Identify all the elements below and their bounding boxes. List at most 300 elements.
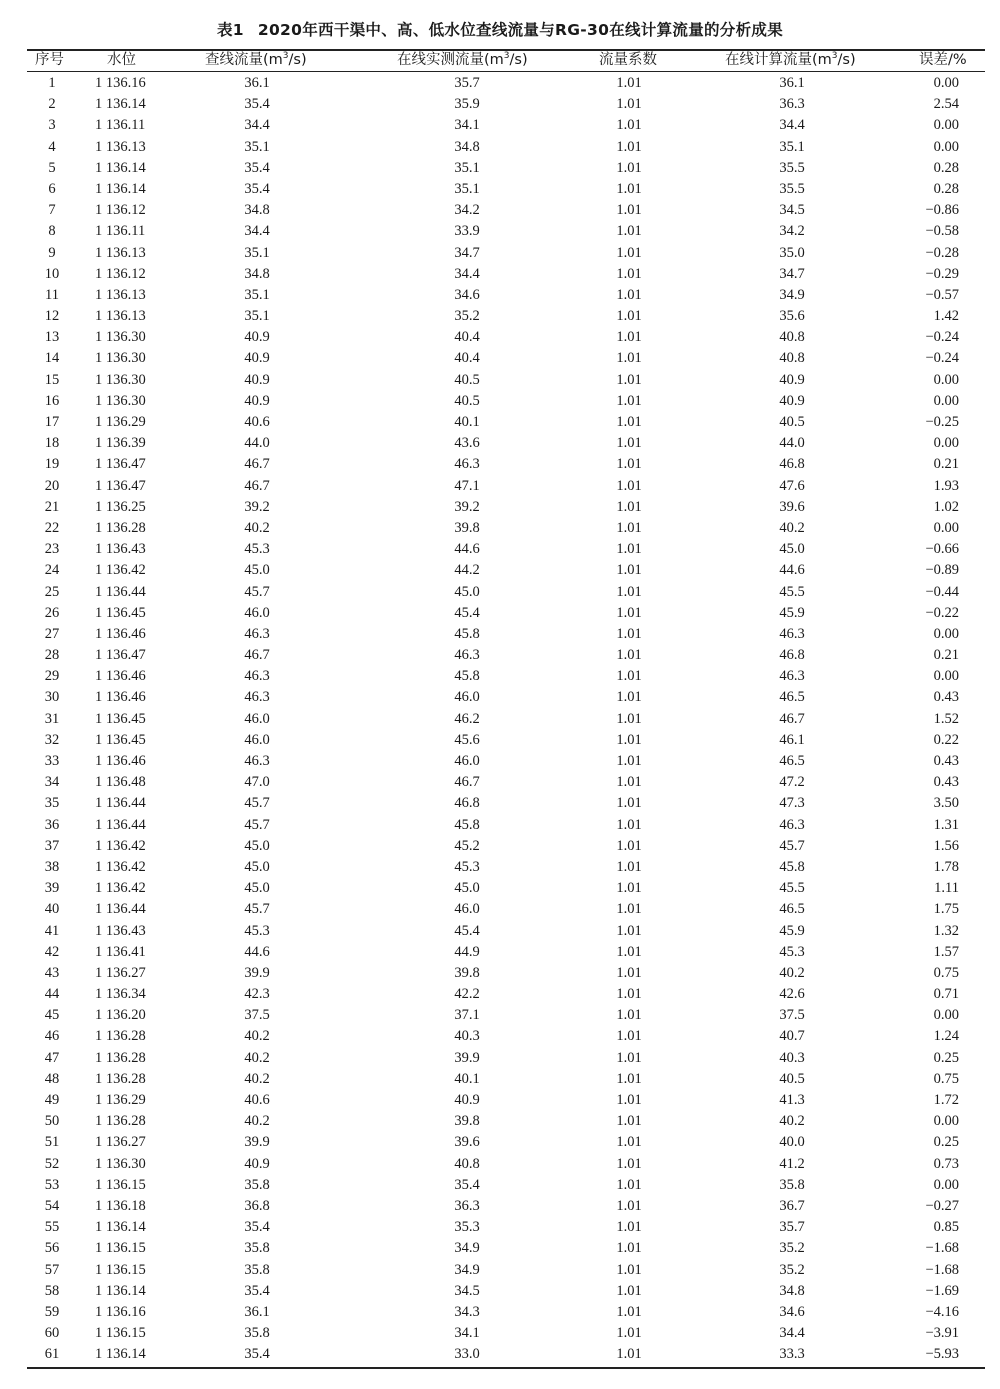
cell-error: −0.24	[925, 329, 959, 346]
table-row	[27, 433, 985, 454]
table-row	[27, 1344, 985, 1365]
cell-measured-flow: 39.9	[454, 1049, 480, 1066]
cell-calculated-flow: 36.3	[779, 96, 805, 113]
cell-no: 5	[48, 159, 56, 176]
cell-measured-flow: 45.3	[454, 858, 480, 875]
cell-rated-flow: 35.4	[244, 1282, 270, 1299]
cell-water-level: 1 136.44	[95, 901, 146, 918]
cell-no: 57	[44, 1261, 60, 1278]
cell-flow-coefficient: 1.01	[616, 1261, 642, 1278]
cell-no: 8	[48, 223, 56, 240]
cell-rated-flow: 42.3	[244, 986, 270, 1003]
cell-error: 0.00	[933, 1007, 959, 1024]
cell-measured-flow: 34.7	[454, 244, 480, 261]
cell-no: 30	[44, 689, 60, 706]
cell-error: −1.68	[925, 1240, 959, 1257]
cell-calculated-flow: 46.8	[779, 647, 805, 664]
cell-no: 49	[44, 1092, 60, 1108]
cell-calculated-flow: 45.3	[779, 943, 805, 960]
cell-error: −3.91	[925, 1325, 959, 1342]
header-online-calculated-flow: 在线计算流量$(m^3/s)$	[725, 51, 856, 68]
cell-water-level: 1 136.25	[95, 498, 146, 515]
cell-measured-flow: 46.7	[454, 774, 480, 791]
cell-no: 17	[44, 414, 60, 430]
cell-flow-coefficient: 1.01	[616, 1303, 642, 1320]
table-row	[27, 200, 985, 221]
cell-rated-flow: 34.8	[244, 202, 270, 219]
cell-flow-coefficient: 1.01	[616, 901, 642, 918]
cell-flow-coefficient: 1.01	[616, 223, 642, 240]
cell-flow-coefficient: 1.01	[616, 1219, 642, 1236]
cell-measured-flow: 42.2	[454, 986, 480, 1003]
cell-flow-coefficient: 1.01	[616, 498, 642, 515]
table-row	[27, 137, 985, 158]
cell-calculated-flow: 40.9	[779, 392, 805, 409]
table-row	[27, 243, 985, 264]
cell-water-level: 1 136.42	[95, 837, 146, 854]
table-row	[27, 603, 985, 624]
cell-flow-coefficient: 1.01	[616, 964, 642, 981]
cell-water-level: 1 136.30	[95, 392, 146, 409]
cell-measured-flow: 34.8	[454, 138, 480, 155]
cell-calculated-flow: 34.7	[779, 265, 805, 282]
cell-measured-flow: 34.1	[454, 1325, 480, 1342]
cell-calculated-flow: 46.3	[779, 816, 805, 833]
cell-measured-flow: 34.6	[454, 286, 480, 303]
cell-water-level: 1 136.30	[95, 350, 146, 367]
cell-flow-coefficient: 1.01	[616, 1240, 642, 1257]
cell-rated-flow: 37.5	[244, 1007, 270, 1024]
table-row	[27, 1132, 985, 1153]
cell-no: 1	[48, 75, 56, 91]
table-row	[27, 963, 985, 984]
cell-no: 45	[44, 1007, 60, 1024]
cell-flow-coefficient: 1.01	[616, 329, 642, 346]
cell-water-level: 1 136.47	[95, 456, 146, 473]
table-row	[27, 878, 985, 899]
table-row	[27, 1111, 985, 1132]
cell-rated-flow: 46.3	[244, 625, 270, 642]
cell-error: 0.00	[933, 625, 959, 642]
cell-measured-flow: 34.4	[454, 265, 480, 282]
cell-measured-flow: 39.8	[454, 964, 480, 981]
cell-calculated-flow: 40.5	[779, 414, 805, 430]
cell-no: 10	[44, 265, 60, 282]
cell-measured-flow: 40.8	[454, 1155, 480, 1172]
cell-water-level: 1 136.30	[95, 371, 146, 388]
cell-flow-coefficient: 1.01	[616, 75, 642, 91]
cell-water-level: 1 136.16	[95, 1303, 146, 1320]
cell-flow-coefficient: 1.01	[616, 1176, 642, 1193]
cell-flow-coefficient: 1.01	[616, 414, 642, 430]
table-row	[27, 582, 985, 603]
table-row	[27, 815, 985, 836]
table-row	[27, 793, 985, 814]
table-row	[27, 709, 985, 730]
cell-water-level: 1 136.14	[95, 1219, 146, 1236]
cell-error: −0.58	[925, 223, 959, 240]
table-row	[27, 1281, 985, 1302]
table-row	[27, 476, 985, 497]
cell-measured-flow: 35.2	[454, 308, 480, 325]
cell-water-level: 1 136.13	[95, 308, 146, 325]
table-row	[27, 158, 985, 179]
cell-flow-coefficient: 1.01	[616, 392, 642, 409]
cell-rated-flow: 35.4	[244, 1346, 270, 1363]
cell-measured-flow: 35.1	[454, 159, 480, 176]
cell-rated-flow: 45.7	[244, 795, 270, 812]
cell-rated-flow: 45.7	[244, 901, 270, 918]
cell-error: −0.66	[925, 541, 959, 558]
cell-water-level: 1 136.43	[95, 541, 146, 558]
cell-calculated-flow: 35.0	[779, 244, 805, 261]
cell-rated-flow: 35.4	[244, 96, 270, 113]
cell-measured-flow: 34.9	[454, 1240, 480, 1257]
cell-water-level: 1 136.46	[95, 753, 146, 769]
cell-calculated-flow: 34.8	[779, 1282, 805, 1299]
cell-water-level: 1 136.11	[95, 223, 146, 240]
cell-error: 0.21	[933, 456, 959, 473]
cell-rated-flow: 40.2	[244, 519, 270, 536]
cell-calculated-flow: 41.2	[779, 1155, 805, 1172]
cell-flow-coefficient: 1.01	[616, 1282, 642, 1299]
cell-flow-coefficient: 1.01	[616, 519, 642, 536]
cell-water-level: 1 136.44	[95, 795, 146, 812]
cell-calculated-flow: 40.9	[779, 371, 805, 388]
cell-calculated-flow: 46.1	[779, 731, 805, 748]
cell-flow-coefficient: 1.01	[616, 1007, 642, 1024]
cell-flow-coefficient: 1.01	[616, 1346, 642, 1363]
table-row	[27, 348, 985, 369]
cell-calculated-flow: 39.6	[779, 498, 805, 515]
table-row	[27, 73, 985, 94]
table-row	[27, 687, 985, 708]
table-row	[27, 221, 985, 242]
table-row	[27, 624, 985, 645]
table-row	[27, 921, 985, 942]
cell-rated-flow: 46.3	[244, 668, 270, 685]
cell-measured-flow: 44.2	[454, 562, 480, 579]
table-number: 表1	[217, 21, 244, 39]
cell-calculated-flow: 40.7	[779, 1028, 805, 1045]
table-row	[27, 857, 985, 878]
cell-flow-coefficient: 1.01	[616, 541, 642, 558]
cell-no: 16	[44, 392, 60, 409]
cell-error: 1.11	[934, 880, 959, 897]
cell-error: −0.25	[925, 414, 959, 430]
table-row	[27, 1260, 985, 1281]
cell-flow-coefficient: 1.01	[616, 583, 642, 600]
table-row	[27, 412, 985, 433]
cell-measured-flow: 47.1	[454, 477, 480, 494]
table-row	[27, 1048, 985, 1069]
cell-no: 27	[44, 625, 60, 642]
cell-flow-coefficient: 1.01	[616, 1155, 642, 1172]
cell-flow-coefficient: 1.01	[616, 1070, 642, 1087]
cell-calculated-flow: 45.7	[779, 837, 805, 854]
cell-measured-flow: 33.0	[454, 1346, 480, 1363]
cell-rated-flow: 36.8	[244, 1197, 270, 1214]
cell-no: 53	[44, 1176, 60, 1193]
cell-no: 54	[44, 1197, 60, 1214]
cell-no: 11	[45, 286, 59, 303]
cell-error: 0.00	[933, 1113, 959, 1130]
cell-no: 13	[44, 329, 60, 346]
cell-calculated-flow: 47.6	[779, 477, 805, 494]
cell-measured-flow: 35.1	[454, 180, 480, 197]
cell-water-level: 1 136.45	[95, 710, 146, 727]
cell-flow-coefficient: 1.01	[616, 117, 642, 134]
cell-rated-flow: 46.7	[244, 647, 270, 664]
cell-no: 20	[44, 477, 60, 494]
cell-water-level: 1 136.14	[95, 1346, 146, 1363]
cell-rated-flow: 40.2	[244, 1070, 270, 1087]
cell-water-level: 1 136.41	[95, 943, 146, 960]
cell-error: −0.86	[925, 202, 959, 219]
cell-no: 4	[48, 138, 56, 155]
cell-measured-flow: 46.8	[454, 795, 480, 812]
cell-calculated-flow: 34.6	[779, 1303, 805, 1320]
cell-no: 19	[44, 456, 60, 473]
cell-water-level: 1 136.46	[95, 625, 146, 642]
cell-measured-flow: 34.3	[454, 1303, 480, 1320]
cell-error: 0.25	[933, 1134, 959, 1151]
cell-error: −1.69	[925, 1282, 959, 1299]
cell-calculated-flow: 46.5	[779, 901, 805, 918]
cell-calculated-flow: 40.2	[779, 519, 805, 536]
cell-water-level: 1 136.28	[95, 1028, 146, 1045]
cell-water-level: 1 136.13	[95, 286, 146, 303]
cell-rated-flow: 40.6	[244, 414, 270, 430]
cell-no: 23	[44, 541, 60, 558]
cell-no: 29	[44, 668, 60, 685]
cell-no: 2	[48, 96, 56, 113]
cell-calculated-flow: 34.4	[779, 117, 805, 134]
cell-error: 0.73	[933, 1155, 959, 1172]
cell-no: 35	[44, 795, 60, 812]
cell-error: 1.75	[933, 901, 959, 918]
header-water-level: 水位	[107, 52, 136, 68]
cell-rated-flow: 46.0	[244, 731, 270, 748]
cell-measured-flow: 45.8	[454, 816, 480, 833]
cell-rated-flow: 35.8	[244, 1240, 270, 1257]
cell-error: 1.24	[933, 1028, 959, 1045]
cell-rated-flow: 36.1	[244, 75, 270, 91]
cell-measured-flow: 45.8	[454, 668, 480, 685]
cell-measured-flow: 34.9	[454, 1261, 480, 1278]
table-row	[27, 751, 985, 772]
cell-error: 0.43	[933, 753, 959, 769]
table-row	[27, 560, 985, 581]
cell-measured-flow: 45.2	[454, 837, 480, 854]
cell-error: 1.78	[933, 858, 959, 875]
cell-error: 0.22	[933, 731, 959, 748]
table-caption	[0, 18, 1000, 40]
cell-calculated-flow: 40.2	[779, 964, 805, 981]
cell-rated-flow: 34.8	[244, 265, 270, 282]
header-no: 序号	[35, 52, 64, 68]
cell-rated-flow: 40.6	[244, 1092, 270, 1108]
cell-error: 1.32	[933, 922, 959, 939]
cell-flow-coefficient: 1.01	[616, 880, 642, 897]
cell-no: 6	[48, 180, 56, 197]
header-error-percent: 误差/%	[919, 52, 967, 68]
table-row	[27, 1323, 985, 1344]
header-online-measured-flow: 在线实测流量$(m^3/s)$	[397, 51, 528, 68]
cell-no: 46	[44, 1028, 60, 1045]
table-row	[27, 1090, 985, 1111]
cell-no: 26	[44, 604, 60, 621]
cell-measured-flow: 34.2	[454, 202, 480, 219]
cell-calculated-flow: 33.3	[779, 1346, 805, 1363]
cell-water-level: 1 136.13	[95, 138, 146, 155]
cell-error: 1.52	[933, 710, 959, 727]
cell-error: 1.02	[933, 498, 959, 515]
cell-no: 47	[44, 1049, 60, 1066]
cell-flow-coefficient: 1.01	[616, 774, 642, 791]
cell-flow-coefficient: 1.01	[616, 858, 642, 875]
cell-rated-flow: 35.1	[244, 244, 270, 261]
cell-flow-coefficient: 1.01	[616, 138, 642, 155]
cell-rated-flow: 39.2	[244, 498, 270, 515]
cell-error: −0.24	[925, 350, 959, 367]
cell-no: 56	[44, 1240, 60, 1257]
cell-flow-coefficient: 1.01	[616, 159, 642, 176]
cell-no: 44	[44, 986, 60, 1003]
cell-water-level: 1 136.39	[95, 435, 146, 452]
cell-no: 18	[44, 435, 60, 452]
cell-error: 3.50	[933, 795, 959, 812]
cell-measured-flow: 39.8	[454, 1113, 480, 1130]
cell-flow-coefficient: 1.01	[616, 456, 642, 473]
cell-water-level: 1 136.29	[95, 1092, 146, 1108]
cell-flow-coefficient: 1.01	[616, 1134, 642, 1151]
cell-water-level: 1 136.14	[95, 1282, 146, 1299]
cell-error: 1.31	[933, 816, 959, 833]
cell-flow-coefficient: 1.01	[616, 731, 642, 748]
bottom-rule	[27, 1367, 985, 1369]
cell-error: 0.43	[933, 689, 959, 706]
cell-measured-flow: 45.4	[454, 604, 480, 621]
cell-calculated-flow: 45.0	[779, 541, 805, 558]
cell-measured-flow: 44.9	[454, 943, 480, 960]
cell-measured-flow: 45.4	[454, 922, 480, 939]
cell-water-level: 1 136.30	[95, 329, 146, 346]
cell-no: 42	[44, 943, 60, 960]
cell-water-level: 1 136.20	[95, 1007, 146, 1024]
table-row	[27, 942, 985, 963]
cell-calculated-flow: 40.8	[779, 350, 805, 367]
cell-flow-coefficient: 1.01	[616, 689, 642, 706]
cell-no: 51	[44, 1134, 60, 1151]
cell-flow-coefficient: 1.01	[616, 710, 642, 727]
cell-no: 37	[44, 837, 60, 854]
cell-error: −0.22	[925, 604, 959, 621]
cell-measured-flow: 46.0	[454, 901, 480, 918]
cell-no: 14	[44, 350, 60, 367]
table-row	[27, 730, 985, 751]
cell-rated-flow: 40.2	[244, 1113, 270, 1130]
cell-flow-coefficient: 1.01	[616, 244, 642, 261]
cell-calculated-flow: 46.5	[779, 753, 805, 769]
cell-rated-flow: 44.6	[244, 943, 270, 960]
cell-flow-coefficient: 1.01	[616, 308, 642, 325]
cell-water-level: 1 136.28	[95, 1070, 146, 1087]
cell-water-level: 1 136.44	[95, 816, 146, 833]
cell-measured-flow: 33.9	[454, 223, 480, 240]
cell-error: 0.00	[933, 1176, 959, 1193]
cell-calculated-flow: 44.6	[779, 562, 805, 579]
table-row	[27, 1069, 985, 1090]
cell-no: 34	[44, 774, 60, 791]
cell-rated-flow: 45.0	[244, 880, 270, 897]
cell-error: −0.27	[925, 1197, 959, 1214]
cell-calculated-flow: 46.3	[779, 668, 805, 685]
cell-measured-flow: 40.5	[454, 392, 480, 409]
cell-error: 0.00	[933, 435, 959, 452]
cell-flow-coefficient: 1.01	[616, 477, 642, 494]
cell-measured-flow: 40.1	[454, 414, 480, 430]
cell-error: 1.72	[933, 1092, 959, 1108]
cell-no: 25	[44, 583, 60, 600]
table-row	[27, 645, 985, 666]
cell-error: 0.00	[933, 138, 959, 155]
cell-calculated-flow: 35.5	[779, 159, 805, 176]
cell-no: 24	[44, 562, 60, 579]
cell-error: −0.29	[925, 265, 959, 282]
cell-measured-flow: 35.9	[454, 96, 480, 113]
cell-rated-flow: 47.0	[244, 774, 270, 791]
cell-water-level: 1 136.28	[95, 1049, 146, 1066]
table-row	[27, 666, 985, 687]
cell-calculated-flow: 35.5	[779, 180, 805, 197]
cell-measured-flow: 46.3	[454, 456, 480, 473]
table-row	[27, 1217, 985, 1238]
cell-calculated-flow: 45.9	[779, 922, 805, 939]
cell-error: −5.93	[925, 1346, 959, 1363]
cell-water-level: 1 136.45	[95, 604, 146, 621]
table-row	[27, 370, 985, 391]
cell-water-level: 1 136.29	[95, 414, 146, 430]
cell-rated-flow: 46.3	[244, 689, 270, 706]
cell-measured-flow: 35.7	[454, 75, 480, 91]
cell-rated-flow: 40.2	[244, 1028, 270, 1045]
cell-calculated-flow: 47.3	[779, 795, 805, 812]
cell-error: 1.56	[933, 837, 959, 854]
cell-error: 0.00	[933, 371, 959, 388]
cell-calculated-flow: 46.8	[779, 456, 805, 473]
cell-calculated-flow: 45.8	[779, 858, 805, 875]
cell-calculated-flow: 45.5	[779, 583, 805, 600]
cell-calculated-flow: 41.3	[779, 1092, 805, 1108]
cell-water-level: 1 136.15	[95, 1261, 146, 1278]
table-row	[27, 285, 985, 306]
cell-error: 0.43	[933, 774, 959, 791]
cell-calculated-flow: 35.6	[779, 308, 805, 325]
cell-no: 33	[44, 753, 60, 769]
table-row	[27, 1005, 985, 1026]
cell-no: 7	[48, 202, 56, 219]
table-row	[27, 1196, 985, 1217]
table-row	[27, 899, 985, 920]
cell-calculated-flow: 40.8	[779, 329, 805, 346]
cell-measured-flow: 46.3	[454, 647, 480, 664]
cell-calculated-flow: 47.2	[779, 774, 805, 791]
table-row	[27, 772, 985, 793]
cell-error: −0.44	[925, 583, 959, 600]
cell-calculated-flow: 44.0	[779, 435, 805, 452]
cell-no: 28	[44, 647, 60, 664]
